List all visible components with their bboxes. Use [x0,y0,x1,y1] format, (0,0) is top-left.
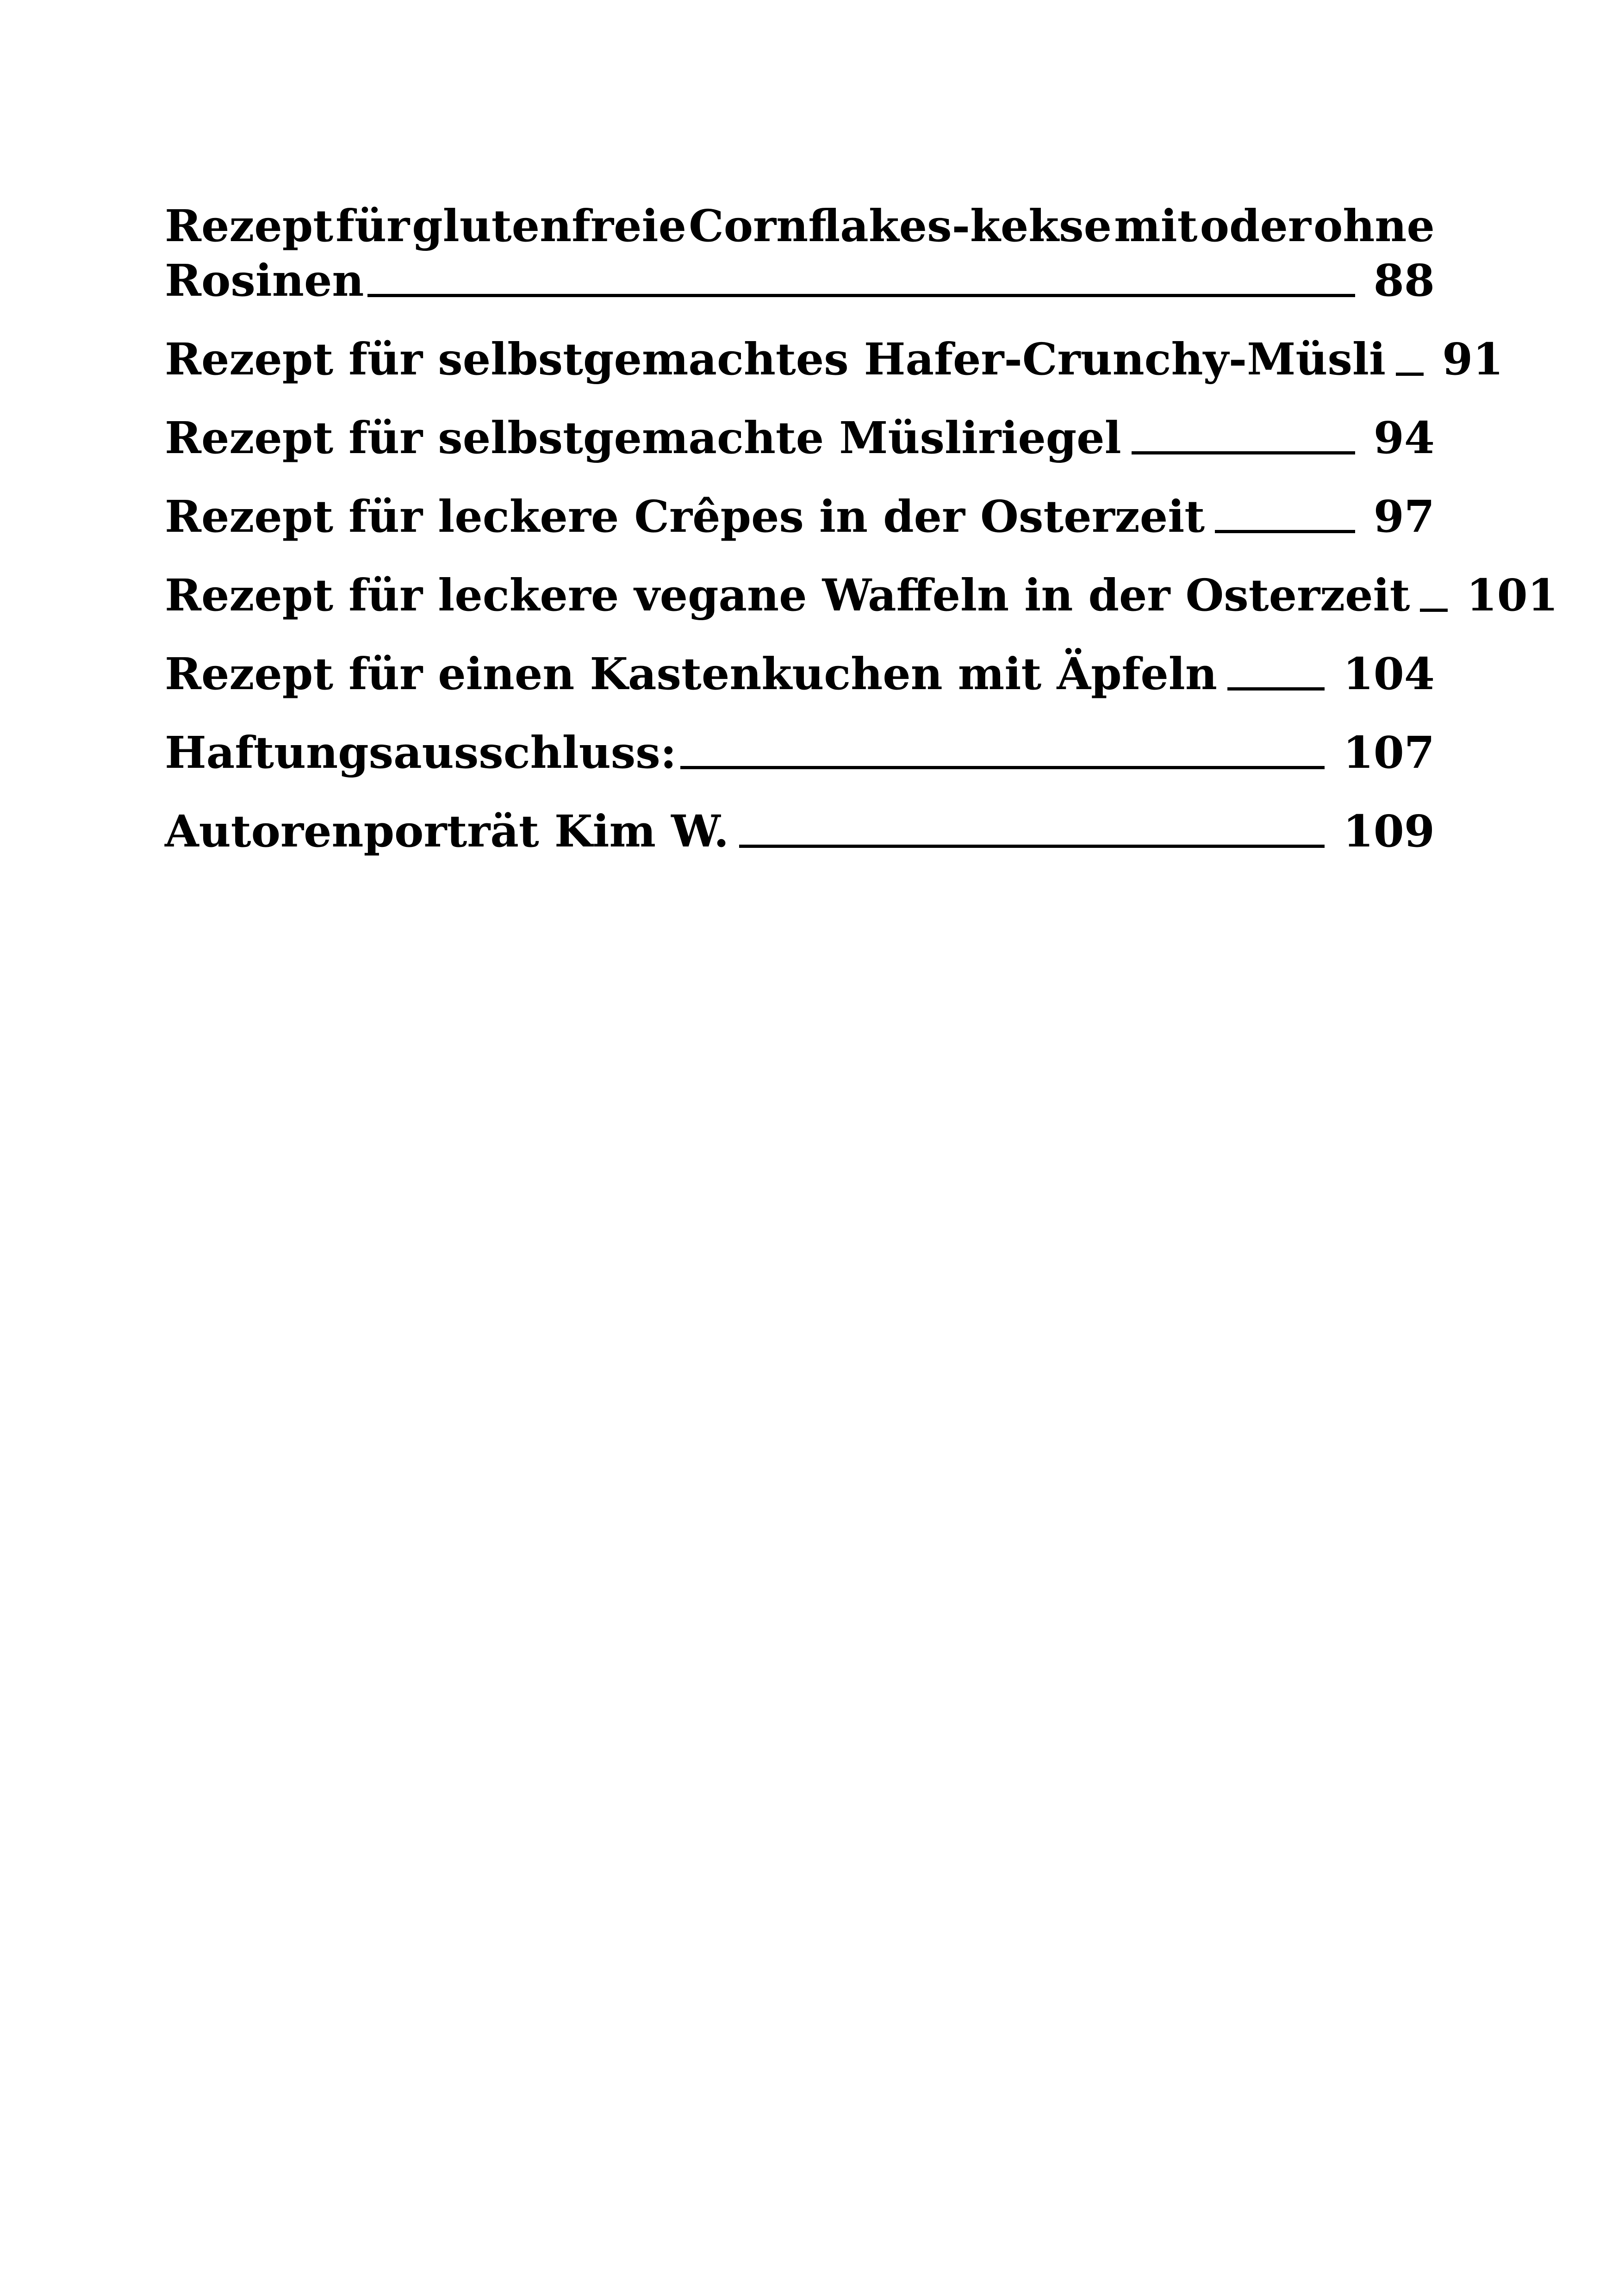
toc-entry-crepes[interactable] [165,490,1435,544]
toc-page-number: 88 [1373,255,1435,306]
toc-page-number: 94 [1373,412,1435,464]
toc-entry-title: Autorenporträt Kim W. [165,806,729,857]
toc-entry-title-line2 [165,254,1435,308]
toc-entry-title: Rosinen [165,255,364,306]
toc-entry-kastenkuchen[interactable] [165,647,1435,702]
toc-leader-line [367,294,1355,297]
toc-entry-title: Rezept für selbstgemachtes Hafer-Crunchy-Müsli [165,334,1386,385]
table-of-contents [165,199,1558,883]
toc-entry-title: Rezept für leckere vegane Waffeln in der Osterzeit [165,570,1410,621]
toc-leader-line [1215,530,1355,533]
toc-leader-line [739,845,1325,848]
toc-page-number: 109 [1343,806,1435,857]
toc-entry-autorenportraet[interactable] [165,804,1435,859]
toc-page-number: 107 [1343,727,1435,778]
toc-page-number: 101 [1466,570,1558,621]
toc-leader-line [1227,687,1325,691]
toc-entry-title: Rezept für leckere Crêpes in der Osterzeit [165,491,1205,542]
toc-leader-line [1396,373,1424,376]
toc-leader-line [1420,609,1448,612]
toc-entry-cornflakes-kekse[interactable] [165,199,1435,308]
toc-entry-hafer-crunchy-muesli[interactable] [165,332,1504,387]
toc-entry-haftungsausschluss[interactable] [165,726,1435,780]
toc-entry-muesliriegel[interactable] [165,411,1435,466]
toc-word: ohne [1313,200,1435,252]
toc-page-number: 104 [1343,648,1435,700]
toc-leader-line [1132,451,1355,454]
toc-word: Cornflakes-kekse [689,200,1112,252]
toc-word: glutenfreie [412,200,687,252]
toc-entry-title: Haftungsausschluss: [165,727,677,778]
toc-page-number: 97 [1373,491,1435,542]
toc-word: oder [1200,200,1311,252]
toc-entry-title: Rezept für einen Kastenkuchen mit Äpfeln [165,648,1217,700]
toc-word: mit [1114,200,1198,252]
toc-page-number: 91 [1442,334,1504,385]
toc-word: für [336,200,410,252]
toc-word: Rezept [165,200,334,252]
toc-entry-vegane-waffeln[interactable] [165,568,1558,623]
toc-entry-title: Rezept für selbstgemachte Müsliriegel [165,412,1121,464]
toc-entry-title-line1 [165,199,1435,254]
toc-leader-line [680,766,1325,769]
